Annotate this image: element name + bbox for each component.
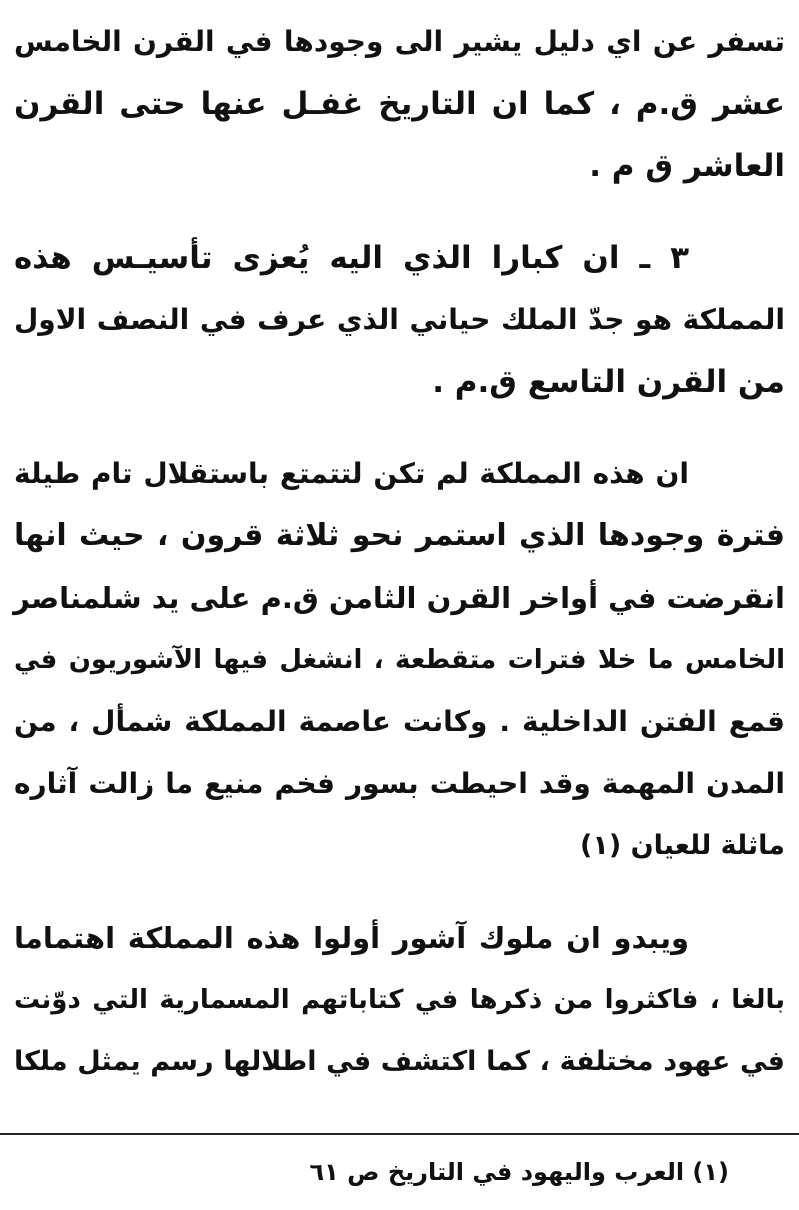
text-line: المملكة هو جدّ الملك حياني الذي عرف في النصف الاول: [14, 303, 785, 336]
text-line: ماثلة للعيان (١): [580, 830, 785, 861]
text-line: بالغا ، فاكثروا من ذكرها في كتاباتهم المسمارية التي دوّنت: [14, 985, 785, 1015]
text-line: عشر ق.م ، كما ان التاريخ غفـل عنها حتى القرن: [14, 86, 785, 122]
text-line: في عهود مختلفة ، كما اكتشف في اطلالها رسم يمثل ملكا: [14, 1046, 785, 1077]
text-line: ان هذه المملكة لم تكن لتتمتع باستقلال تام طيلة: [14, 457, 689, 490]
text-line: قمع الفتن الداخلية . وكانت عاصمة المملكة شمأل ، من: [14, 705, 785, 738]
text-line: من القرن التاسع ق.م .: [432, 364, 785, 400]
text-line: الخامس ما خلا فترات متقطعة ، انشغل فيها الآشوريون في: [14, 645, 785, 675]
footnote-separator: [0, 1133, 799, 1135]
text-line: تسفر عن اي دليل يشير الى وجودها في القرن الخامس: [14, 25, 785, 58]
text-line: المدن المهمة وقد احيطت بسور فخم منيع ما زالت آثاره: [14, 767, 785, 800]
text-line: ٣ ـ ان كبارا الذي اليه يُعزى تأسيـس هذه: [14, 240, 689, 276]
text-line: فترة وجودها الذي استمر نحو ثلاثة قرون ، حيث انها: [14, 518, 785, 553]
text-line: ويبدو ان ملوك آشور أولوا هذه المملكة اهتماما: [14, 921, 689, 955]
text-line: انقرضت في أواخر القرن الثامن ق.م على يد شلمناصر: [13, 581, 785, 615]
text-line: العاشر ق م .: [589, 148, 785, 184]
footnote: (١) العرب واليهود في التاريخ ص ٦١: [309, 1158, 729, 1186]
